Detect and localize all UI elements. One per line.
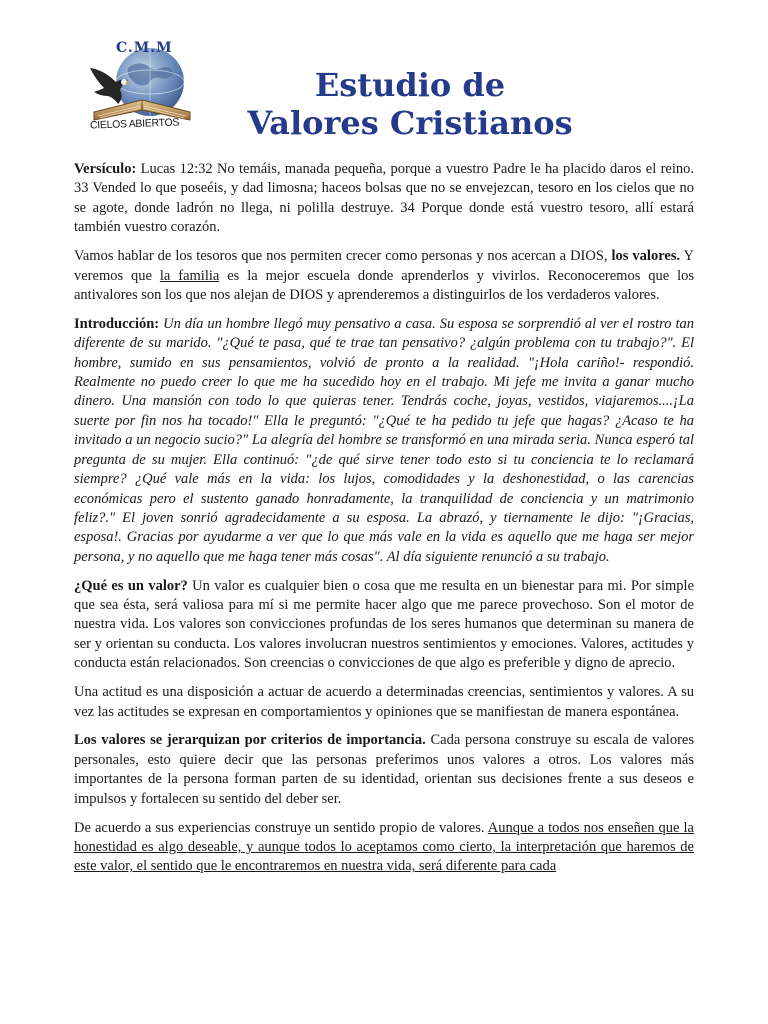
cmm-logo xyxy=(80,38,204,134)
jerarquia-paragraph xyxy=(74,731,694,809)
jerarquia-text: Cada persona construye su escala de valores personales, esto quiere decir que las personas preferimos unos valores a otros. Los valores más importantes de la persona forman parten de su identidad, orientan sus decisiones frente a sus deseos e impulsos y fortalecen su sentido del deber ser. xyxy=(74,732,694,807)
versiculo-label: Versículo: xyxy=(74,161,137,177)
intro-paragraph xyxy=(74,247,694,305)
que-es-valor-text: Un valor es cualquier bien o cosa que me resulta en un bienestar para mi. Por simple que sea ésta, será valiosa para mí si me permite hacer algo que me parece provechoso. Son el motor de nuestra vida. Los valores son convicciones profundas de los seres humanos que determinan su manera de ser y orientan su conducta. Los valores involucran nuestros sentimientos y emociones. Valores, actitudes y conducta están relacionados. Son creencias o convicciones de que algo es preferible y digno de aprecio. xyxy=(74,577,694,672)
actitud-paragraph: Una actitud es una disposición a actuar de acuerdo a determinadas creencias, sentimientos y valores. A su vez las actitudes se expresan en comportamientos y opiniones que se manifiestan de manera espontánea. xyxy=(74,684,694,720)
logo-top-text: C.M.M xyxy=(116,40,173,56)
title-line-1: Estudio de xyxy=(314,66,506,104)
introduccion-text: Un día un hombre llegó muy pensativo a casa. Su esposa se sorprendió al ver el rostro tan diferente de su marido. "¿Qué te pasa, qué te trae tan pensativo? ¿algún problema con tu trabajo?". El hombre, sumido en sus pensamientos, volvió de pronto a la realidad. "¡Hola cariño!- respondió. Realmente no puedo creer lo que me ha sucedido hoy en el trabajo. Mi jefe me invita a ganar mucho dinero. Una mansión con todo lo que quieras tener. Tendrás coche, joyas, vestidos, viajaremos....¡La suerte por fin nos ha tocado!" Ella le preguntó: "¿Qué te ha pedido tu jefe que hagas? ¿Acaso te ha invitado a un negocio sucio?" La alegría del hombre se transformó en una mirada seria. Nunca esperó tal pregunta de su mujer. Ella continuó: "¿de qué sirve tener todo esto si tu conciencia te lo reclamará siempre? ¿Qué vale más en la vida: los lujos, comodidades y la deshonestidad, o las carencias económicas pero el sustento ganado honradamente, la tranquilidad de conciencia y un matrimonio feliz?." El joven sonrió agradecidamente a su esposa. La abrazó, y tiernamente le dijo: "¡Gracias, esposa!. Gracias por ayudarme a ver que lo que más vale en la vida es aquello que me haga ser mejor persona, y no aquello que me haga tener más cosas". Al día siguiente renunció a su trabajo. xyxy=(74,315,694,565)
versiculo-text: Lucas 12:32 No temáis, manada pequeña, porque a vuestro Padre le ha placido daros el reino. 33 Vended lo que poseéis, y dad limosna; haceos bolsas que no se envejezcan, tesoro en los cielos que no se agote, donde ladrón no llega, ni polilla destruye. 34 Porque donde está vuestro tesoro, allí estará también vuestro corazón. xyxy=(74,161,694,236)
experiencias-underline: Aunque a todos nos enseñen que la honestidad es algo deseable, y aunque todos lo aceptamos como cierto, la interpretación que haremos de este valor, el sentido que le encontraremos en nuestra vida, será diferente para cada xyxy=(74,819,694,875)
experiencias-text: De acuerdo a sus experiencias construye un sentido propio de valores. xyxy=(74,819,488,836)
title-line-2: Valores Cristianos xyxy=(247,104,573,142)
experiencias-paragraph xyxy=(74,819,694,877)
que-es-valor-paragraph xyxy=(74,577,694,674)
document-body xyxy=(74,160,694,886)
intro-text-b: Y veremos que xyxy=(74,248,695,284)
logo-bottom-text: CIELOS ABIERTOS xyxy=(89,116,180,132)
intro-bold: los valores. xyxy=(611,248,681,265)
page-title xyxy=(200,66,620,142)
que-es-valor-label: ¿Qué es un valor? xyxy=(74,577,188,594)
introduccion-paragraph xyxy=(74,315,694,567)
intro-underline: la familia xyxy=(159,267,220,284)
intro-text-c: es la mejor escuela donde aprenderlos y vivirlos. Reconoceremos que los antivalores son los que nos alejan de DIOS y aprenderemos a distinguirlos de los verdaderos valores. xyxy=(74,267,694,303)
intro-text-a: Vamos hablar de los tesoros que nos permiten crecer como personas y nos acercan a DIOS, xyxy=(74,248,612,265)
introduccion-label: Introducción: xyxy=(74,315,160,332)
jerarquia-label: Los valores se jerarquizan por criterios de importancia. xyxy=(74,732,426,749)
versiculo-paragraph xyxy=(74,160,694,238)
